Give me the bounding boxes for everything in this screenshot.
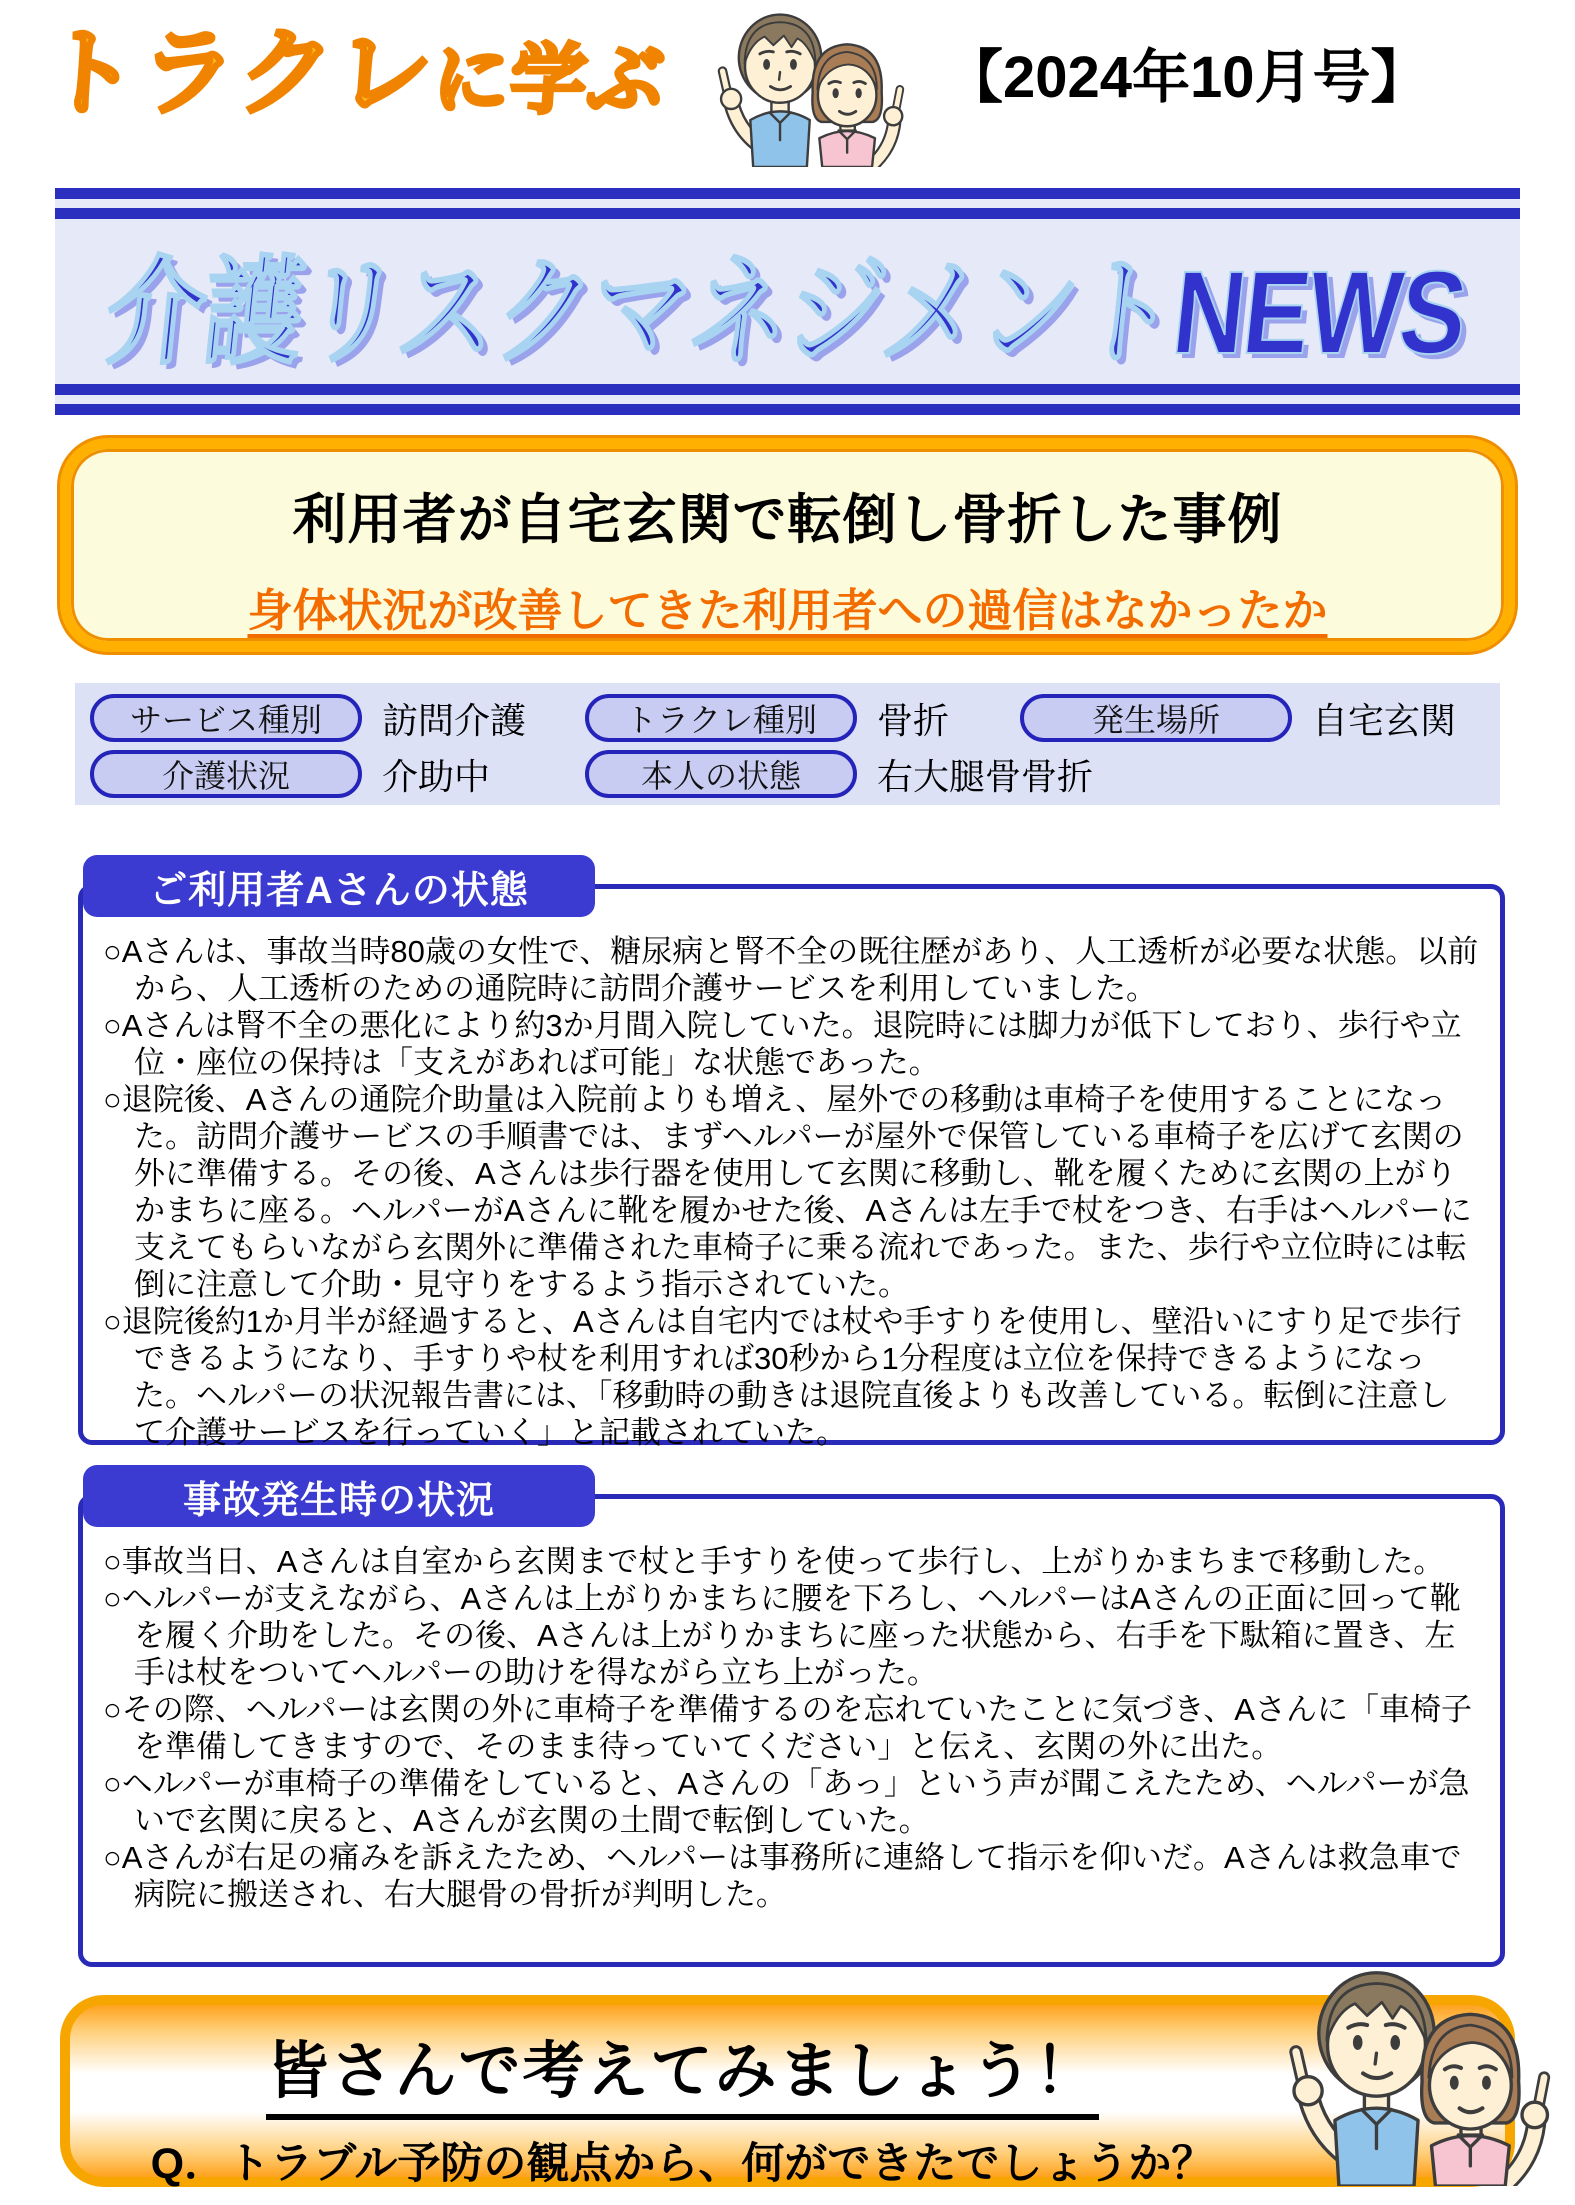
- meta-label-pill: サービス種別: [90, 694, 362, 742]
- bullet-item: ○ヘルパーが支えながら、Aさんは上がりかまちに腰を下ろし、ヘルパーはAさんの正面に回って靴を履く介助をした。その後、Aさんは上がりかまちに座った状態から、右手を下駄箱に置き、左手は杖をついてヘルパーの助けを得ながら立ち上がった。: [103, 1581, 1461, 1690]
- bullet-item: ○Aさんが右足の痛みを訴えたため、ヘルパーは事務所に連絡して指示を仰いだ。Aさんは救急車で病院に搬送され、右大腿骨の骨折が判明した。: [103, 1840, 1462, 1912]
- case-title-box: [60, 438, 1515, 652]
- meta-field-care-status: [90, 749, 585, 800]
- meta-value: 右大腿骨骨折: [877, 755, 1094, 797]
- section-heading: ご利用者Aさんの状態: [83, 855, 595, 917]
- meta-value: 訪問介護: [382, 699, 527, 741]
- banner-rule-top-1: [55, 188, 1520, 199]
- banner: [55, 188, 1520, 415]
- meta-value: 自宅玄関: [1312, 699, 1457, 741]
- bullet-item: ○Aさんは、事故当時80歳の女性で、糖尿病と腎不全の既往歴があり、人工透析が必要な状態。以前から、人工透析のための通院時に訪問介護サービスを利用していました。: [103, 934, 1479, 1006]
- section-heading: 事故発生時の状況: [83, 1465, 595, 1527]
- mascot-couple-icon: [1262, 1958, 1558, 2186]
- meta-value: 介助中: [382, 755, 491, 797]
- case-subtitle: 身体状況が改善してきた利用者への過信はなかったか: [247, 585, 1328, 636]
- meta-label-pill: 発生場所: [1020, 694, 1292, 742]
- meta-label-pill: トラクレ種別: [585, 694, 857, 742]
- meta-field-person-condition: [585, 749, 1094, 800]
- case-title: 利用者が自宅玄関で転倒し骨折した事例: [292, 490, 1283, 550]
- bullet-item: ○ヘルパーが車椅子の準備をしていると、Aさんの「あっ」という声が聞こえたため、ヘルパーが急いで玄関に戻ると、Aさんが玄関の土間で転倒していた。: [103, 1766, 1470, 1838]
- bullet-item: ○事故当日、Aさんは自室から玄関まで杖と手すりを使って歩行し、上がりかまちまで移動した。: [103, 1544, 1445, 1579]
- meta-field-trouble-type: [585, 693, 1020, 744]
- banner-title: 介護リスクマネジメントNEWS: [100, 246, 1472, 379]
- issue-date: 【2024年10月号】: [945, 45, 1429, 110]
- meta-field-location: [1020, 693, 1480, 744]
- section-user-condition: [78, 869, 1505, 1450]
- discussion-title: 皆さんで考えてみましょう！: [266, 2021, 1098, 2120]
- newsletter-logo: [38, 20, 706, 127]
- case-meta-strip: [75, 683, 1500, 805]
- discussion-question: Q．トラブル予防の観点から、何ができたでしょうか？: [150, 2140, 1215, 2188]
- banner-rule-bottom-2: [55, 404, 1520, 415]
- meta-value: 骨折: [877, 699, 950, 741]
- logo-main-text: トラクレ: [38, 20, 438, 127]
- bullet-item: ○Aさんは腎不全の悪化により約3か月間入院していた。退院時には脚力が低下しており、歩行や立位・座位の保持は「支えがあれば可能」な状態であった。: [103, 1008, 1462, 1080]
- meta-label-pill: 本人の状態: [585, 750, 857, 798]
- mascot-couple-icon: [698, 4, 910, 167]
- meta-field-service-type: [90, 693, 585, 744]
- logo-sub-text: に学ぶ: [430, 38, 668, 123]
- meta-label-pill: 介護状況: [90, 750, 362, 798]
- bullet-item: ○その際、ヘルパーは玄関の外に車椅子を準備するのを忘れていたことに気づき、Aさんに「車椅子を準備してきますので、そのまま待っていてください」と伝え、玄関の外に出た。: [103, 1692, 1472, 1764]
- bullet-item: ○退院後、Aさんの通院介助量は入院前よりも増え、屋外での移動は車椅子を使用することになった。訪問介護サービスの手順書では、まずヘルパーが屋外で保管している車椅子を広げて玄関の外に準備する。その後、Aさんは歩行器を使用して玄関に移動し、靴を履くために玄関の上がりかまちに座る。ヘルパーがAさんに靴を履かせた後、Aさんは左手で杖をつき、右手はヘルパーに支えてもらいながら玄関外に準備された車椅子に乗る流れであった。また、歩行や立位時には転倒に注意して介助・見守りをするよう指示されていた。: [103, 1082, 1472, 1302]
- section-accident-situation: [78, 1479, 1505, 1967]
- bullet-item: ○退院後約1か月半が経過すると、Aさんは自宅内では杖や手すりを使用し、壁沿いにすり足で歩行できるようになり、手すりや杖を利用すれば30秒から1分程度は立位を保持できるようになった。ヘルパーの状況報告書には、「移動時の動きは退院直後よりも改善している。転倒に注意して介護サービスを行っていく」と記載されていた。: [103, 1304, 1462, 1450]
